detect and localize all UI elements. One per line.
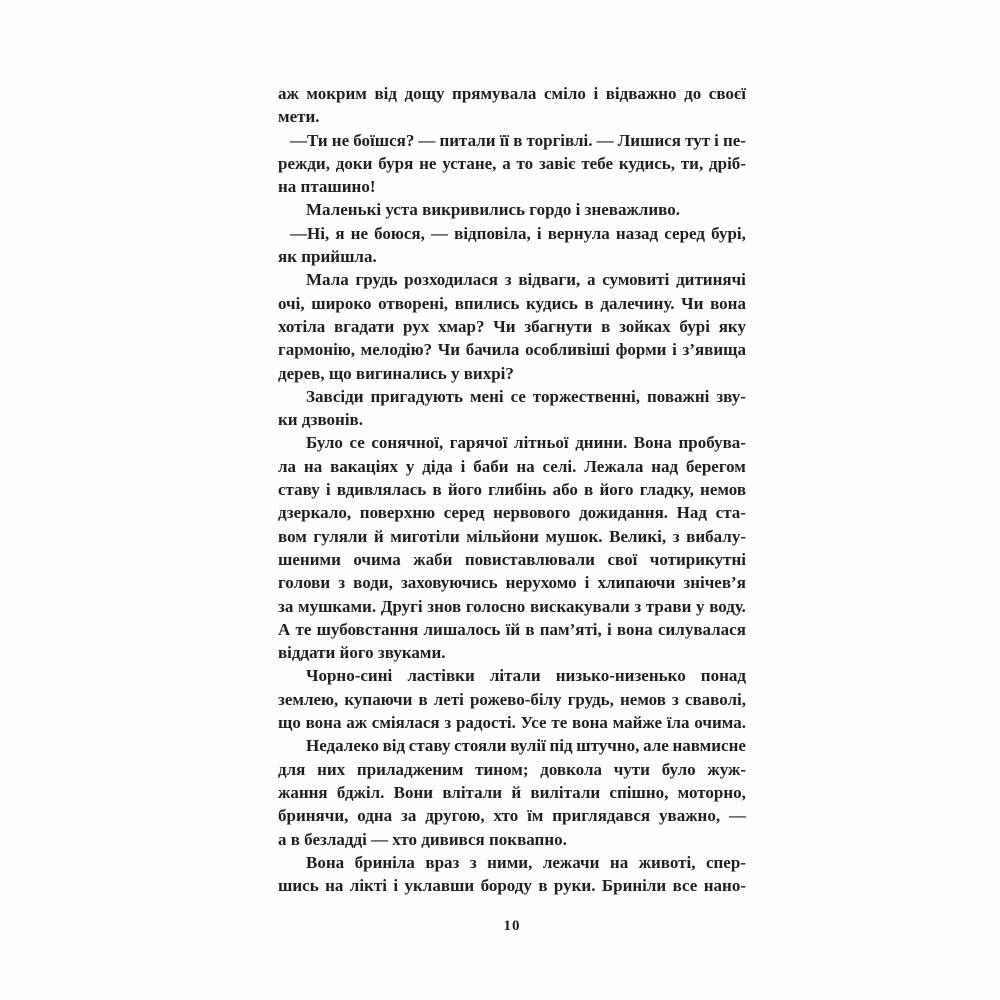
text-line: хотіла вгадати рух хмар? Чи збагнути в зойках бурі яку bbox=[278, 316, 746, 336]
text-line: —Ні, я не боюся, — відповіла, і вернула назад серед бурі, bbox=[290, 223, 746, 243]
text-line: жання бджіл. Вони влітали й вилітали спішно, моторно, bbox=[278, 782, 746, 802]
text-line: що вона аж сміялася з радості. Усе те вона майже їла очима. bbox=[278, 713, 746, 733]
text-line: шись на лікті і уклавши бороду в руки. Бриніли все нано- bbox=[278, 876, 746, 896]
text-line: мети. bbox=[278, 107, 320, 127]
text-line: режди, доки буря не устане, а то завіє тебе кудись, ти, дріб- bbox=[278, 153, 746, 173]
text-line: на пташино! bbox=[278, 177, 376, 197]
text-line: ла на вакаціях у діда і баби на селі. Лежала над берегом bbox=[278, 456, 746, 476]
text-line: ставу і вдивлялась в його глибінь або в його гладку, немов bbox=[278, 480, 746, 500]
text-line: очі, широко отворені, впились кудись в далечину. Чи вона bbox=[278, 293, 746, 313]
text-line: як прийшла. bbox=[278, 247, 377, 267]
text-line: бринячи, одна за другою, хто їм приглядався уважно, — bbox=[278, 806, 746, 826]
page-number: 10 bbox=[503, 918, 521, 934]
text-line: Було се сонячної, гарячої літньої днини. Вона пробува- bbox=[306, 433, 746, 453]
text-line: Мала грудь розходилася з відваги, а сумовиті дитинячі bbox=[306, 270, 746, 290]
text-line: шеними очима жаби повиставлювали свої чотирикутні bbox=[278, 549, 746, 569]
text-line: Завсіди пригадують мені се торжественні, поважні зву- bbox=[306, 386, 746, 406]
text-line: аж мокрим від дощу прямувала сміло і відважно до своєї bbox=[278, 84, 746, 103]
text-line: для них приладженим тином; довкола чути було жуж- bbox=[278, 759, 746, 779]
text-line: землею, купаючи в леті рожево-білу грудь, немов з сваволі, bbox=[278, 689, 746, 709]
text-line: Недалеко від ставу стояли вулії під штучно, але навмисне bbox=[306, 736, 746, 756]
page-text bbox=[278, 82, 746, 897]
text-line: віддати його звуками. bbox=[278, 643, 446, 663]
text-line: голови з води, заховуючись нерухомо і хлипаючи знічев’я bbox=[278, 573, 746, 593]
text-line: Маленькі уста викривились гордо і зневажливо. bbox=[306, 200, 680, 220]
text-line: а в безладді — хто дивився поквапно. bbox=[278, 829, 567, 849]
text-line: за мушками. Другі знов голосно вискакували з трави у воду. bbox=[278, 596, 746, 616]
text-line: гармонію, мелодію? Чи бачила особливіші форми і з’явища bbox=[278, 340, 746, 360]
text-line: ки дзвонів. bbox=[278, 410, 363, 430]
text-line: А те шубовстання лишалось їй в пам’яті, і вона силувалася bbox=[278, 619, 746, 639]
text-line: Вона бриніла враз з ними, лежачи на животі, спер- bbox=[306, 852, 746, 872]
text-line: дзеркало, поверхню серед нервового дожидання. Над ста- bbox=[278, 503, 746, 523]
text-line: —Ти не боїшся? — питали її в торгівлі. — Лишися тут і пе- bbox=[290, 130, 746, 150]
text-line: вом гуляли й миготіли мільйони мушок. Великі, з вибалу- bbox=[278, 526, 746, 546]
text-line: Чорно-сині ластівки літали низько-низенько понад bbox=[306, 666, 746, 686]
text-line: дерев, що вигинались у вихрі? bbox=[278, 363, 514, 383]
